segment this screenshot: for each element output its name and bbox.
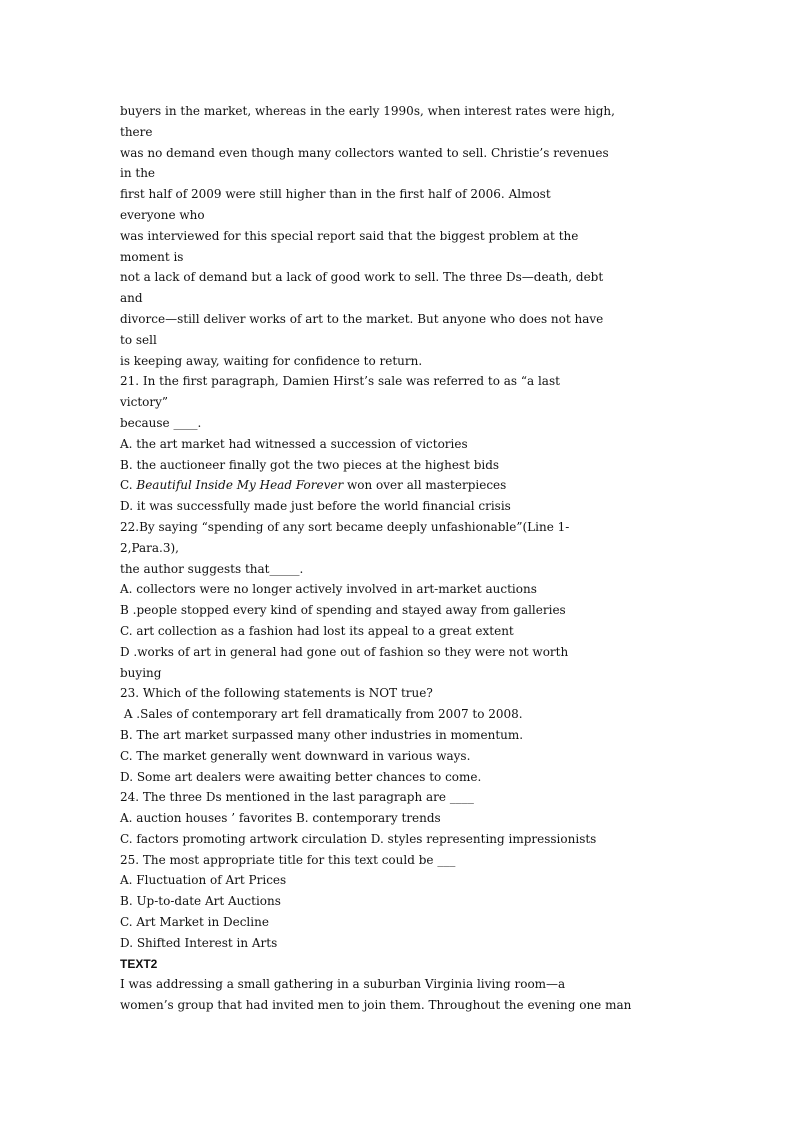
text-line [120,475,680,496]
text-line: buyers in the market, whereas in the early 1990s, when interest rates were high, [120,104,615,118]
text-line: women’s group that had invited men to join them. Throughout the evening one man [120,998,632,1013]
text-line: C. The market generally went downward in various ways. [120,748,471,763]
text-line: C. Art Market in Decline [120,915,269,930]
text-line: the author suggests that_____. [120,561,304,576]
text-line: D. Some art dealers were awaiting better chances to come. [120,769,482,784]
text-line: B .people stopped every kind of spending and stayed away from galleries [120,603,566,618]
text-line: 23. Which of the following statements is NOT true? [120,686,433,701]
text-line: divorce—still deliver works of art to the market. But anyone who does not have [120,311,604,326]
text-line: everyone who [120,207,205,222]
text-line: A. Fluctuation of Art Prices [120,873,287,888]
text-line: victory” [120,395,169,410]
text-line: was no demand even though many collectors wanted to sell. Christie’s revenues [120,145,609,160]
text-line: was interviewed for this special report said that the biggest problem at the [120,228,579,243]
text-line: 21. In the first paragraph, Damien Hirst’s sale was referred to as “a last [120,374,560,389]
text-line: first half of 2009 were still higher than in the first half of 2006. Almost [120,187,551,202]
text-line: 24. The three Ds mentioned in the last paragraph are ____ [120,790,474,805]
text-line: I was addressing a small gathering in a suburban Virginia living room—a [120,977,566,992]
text-line: C. factors promoting artwork circulation D. styles representing impressionists [120,831,597,846]
text-line: A. the art market had witnessed a succession of victories [120,436,468,451]
text-line [120,954,680,975]
text-fragment: C. [120,478,137,493]
section-heading: TEXT2 [120,956,158,971]
text-line: to sell [120,332,157,347]
text-line: D. it was successfully made just before the world financial crisis [120,499,511,514]
text-line: 22.By saying “spending of any sort became deeply unfashionable”(Line 1- [120,519,570,534]
text-line: in the [120,166,156,181]
text-line: B. The art market surpassed many other industries in momentum. [120,727,524,742]
text-fragment: won over all masterpieces [343,478,507,493]
text-line: D .works of art in general had gone out of fashion so they were not worth [120,644,569,659]
text-line: 25. The most appropriate title for this text could be ___ [120,852,456,867]
text-line: A. auction houses ’ favorites B. contemporary trends [120,811,441,826]
text-line: and [120,291,143,306]
text-line: B. Up-to-date Art Auctions [120,894,281,909]
text-line: moment is [120,249,184,264]
text-line: D. Shifted Interest in Arts [120,935,278,950]
text-line: B. the auctioneer finally got the two pieces at the highest bids [120,457,500,472]
text-line: is keeping away, waiting for confidence to return. [120,353,423,368]
text-line: because ____. [120,415,202,430]
text-line: there [120,124,153,139]
artwork-title: Beautiful Inside My Head Forever [136,478,344,493]
text-line: C. art collection as a fashion had lost its appeal to a great extent [120,623,514,638]
text-line: A .Sales of contemporary art fell dramatically from 2007 to 2008. [120,707,523,722]
text-line: A. collectors were no longer actively involved in art-market auctions [120,582,537,597]
text-line: not a lack of demand but a lack of good work to sell. The three Ds—death, debt [120,270,604,285]
text-line: buying [120,665,162,680]
document-page [120,101,680,1016]
text-line: 2,Para.3), [120,540,179,555]
